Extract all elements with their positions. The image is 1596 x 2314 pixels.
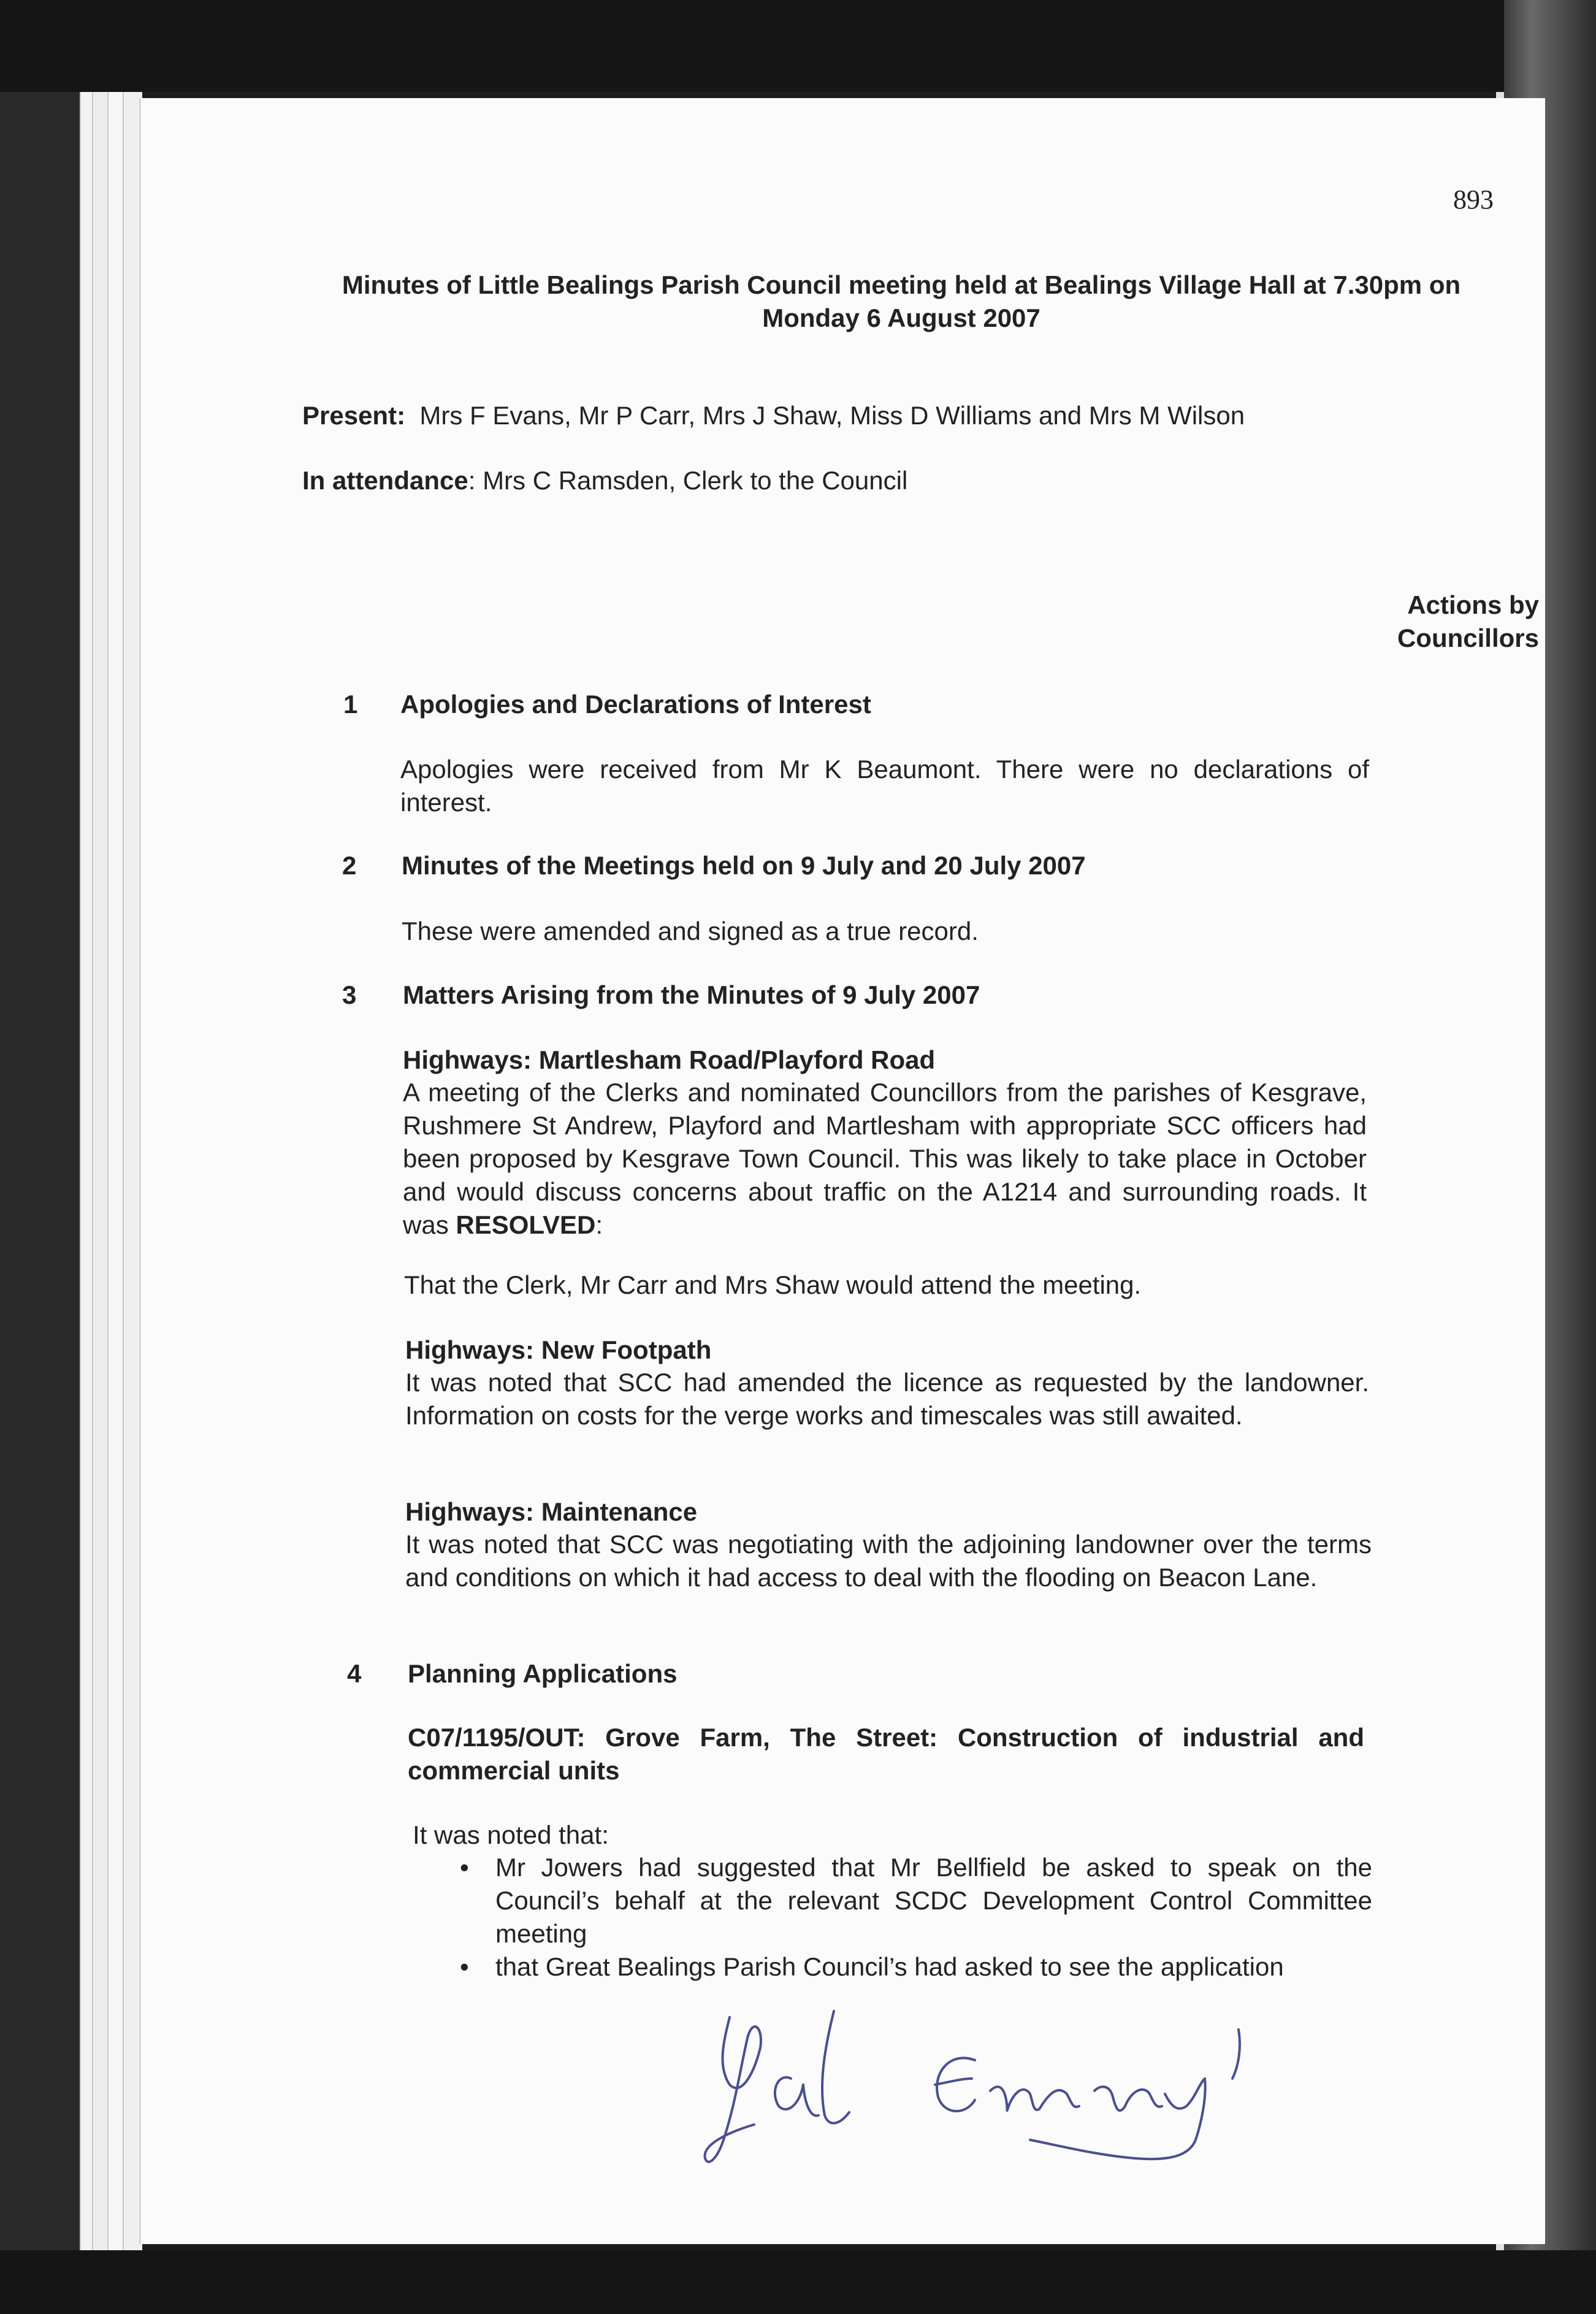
scanner-background-left <box>0 92 80 2250</box>
section-number: 4 <box>347 1659 362 1688</box>
bullet-dot: • <box>460 1952 469 1981</box>
present-line <box>302 399 1245 432</box>
noted-intro: It was noted that: <box>413 1820 609 1849</box>
resolved-tail: : <box>595 1210 603 1239</box>
actions-column-heading <box>1380 589 1539 655</box>
attendance-text: : Mrs C Ramsden, Clerk to the Council <box>468 466 908 495</box>
subheading: Highways: New Footpath <box>405 1335 712 1364</box>
bullet-item: that Great Bealings Parish Council’s had asked to see the application <box>495 1952 1284 1981</box>
bullet-item: Mr Jowers had suggested that Mr Bellfield be asked to speak on the Council’s behalf at the relevant SCDC Development Control Committee meeting <box>495 1853 1372 1948</box>
subsection-body <box>403 1076 1367 1242</box>
planning-application-title: C07/1195/OUT: Grove Farm, The Street: Construction of industrial and commercial units <box>408 1723 1364 1785</box>
section-number: 1 <box>343 690 358 719</box>
subsection-body: It was noted that SCC had amended the licence as requested by the landowner. Information on costs for the verge works and timescales was still awaited. <box>405 1368 1369 1430</box>
actions-heading-line1: Actions by <box>1407 590 1539 619</box>
scanner-background-top <box>0 0 1596 92</box>
page-stack-edge <box>123 92 142 2256</box>
section-number: 3 <box>342 980 357 1009</box>
section-number: 2 <box>342 851 357 880</box>
document-title: Minutes of Little Bealings Parish Council meeting held at Bealings Village Hall at 7.30pm on Monday 6 August 2007 <box>342 270 1461 332</box>
section-heading: Planning Applications <box>408 1659 678 1688</box>
resolved-keyword: RESOLVED <box>456 1210 596 1239</box>
handwritten-signature <box>687 1993 1312 2177</box>
present-label: Present: <box>302 401 406 430</box>
section-heading: Matters Arising from the Minutes of 9 July 2007 <box>403 980 980 1009</box>
scanner-background-bottom <box>0 2250 1596 2314</box>
present-names: Mrs F Evans, Mr P Carr, Mrs J Shaw, Miss D Williams and Mrs M Wilson <box>419 401 1245 430</box>
subheading: Highways: Martlesham Road/Playford Road <box>403 1045 936 1074</box>
actions-heading-line2: Councillors <box>1397 624 1539 652</box>
section-heading: Apologies and Declarations of Interest <box>400 690 871 719</box>
subsection-text: A meeting of the Clerks and nominated Councillors from the parishes of Kesgrave, Rushmere St Andrew, Playford and Martlesham with appropriate SCC officers had been proposed by Kesgrave Town Council. This was likely to take place in October and would discuss concerns about traffic on the A1214 and surrounding roads. It was <box>403 1078 1367 1239</box>
subheading: Highways: Maintenance <box>405 1497 698 1526</box>
subsection-body: It was noted that SCC was negotiating with the adjoining landowner over the terms and conditions on which it had access to deal with the flooding on Beacon Lane. <box>405 1530 1372 1592</box>
page-number: 893 <box>1453 185 1494 215</box>
section-body: These were amended and signed as a true record. <box>402 917 979 945</box>
attendance-line <box>302 464 907 497</box>
attendance-label: In attendance <box>302 466 468 495</box>
bullet-dot: • <box>460 1853 469 1882</box>
resolution-text: That the Clerk, Mr Carr and Mrs Shaw would attend the meeting. <box>404 1270 1142 1299</box>
section-heading: Minutes of the Meetings held on 9 July and 20 July 2007 <box>402 851 1086 880</box>
section-body: Apologies were received from Mr K Beaumont. There were no declarations of interest. <box>400 755 1369 817</box>
